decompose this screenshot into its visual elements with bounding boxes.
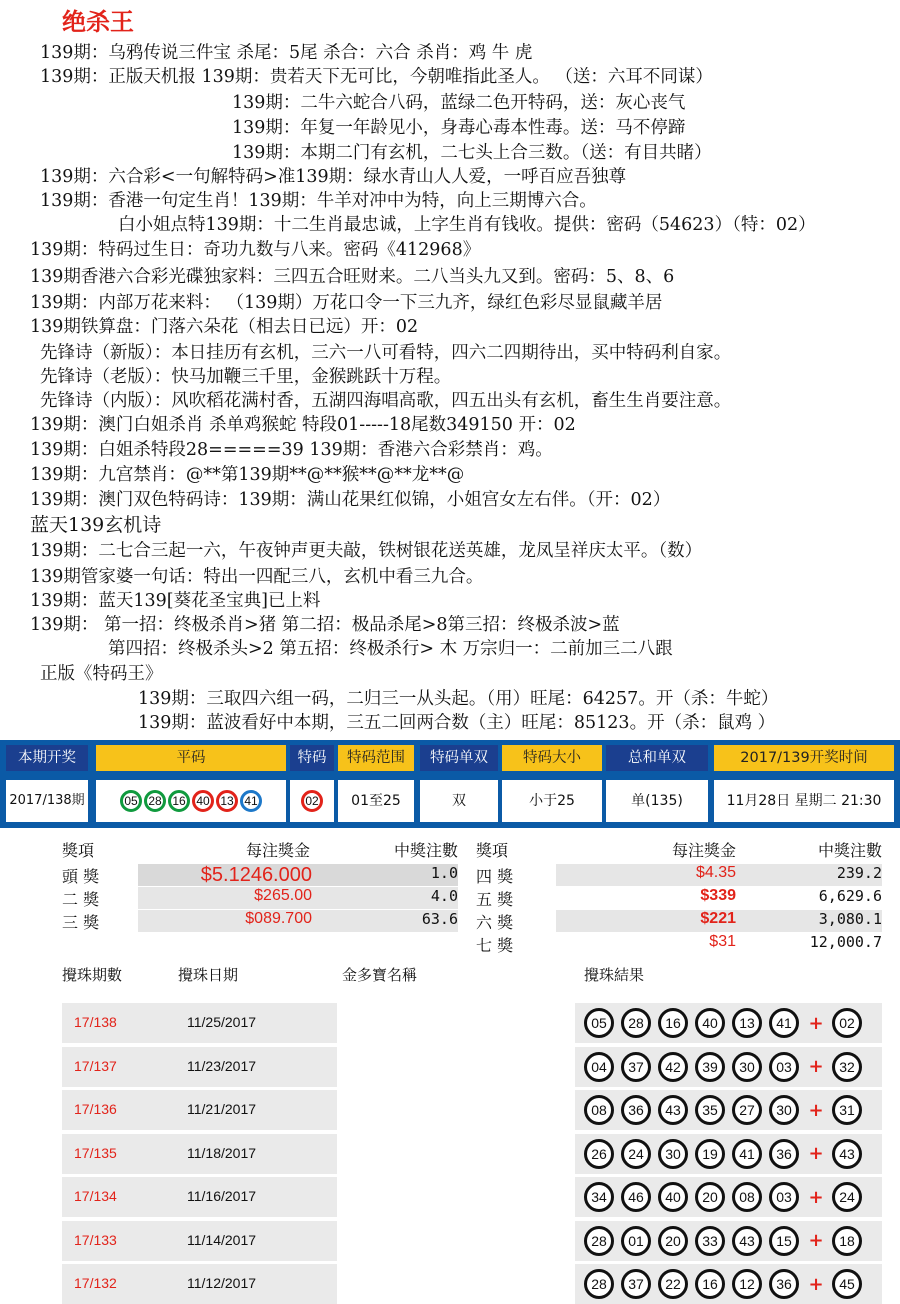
- special-ball-cell: [290, 780, 334, 822]
- prediction-line: 正版《特码王》: [40, 664, 163, 684]
- result-ball: 28: [584, 1269, 614, 1299]
- result-ball: 41: [769, 1008, 799, 1038]
- prediction-line: 139期香港六合彩光碟独家料：三四五合旺财来。二八当头九又到。密码：5、8、6: [30, 267, 675, 287]
- result-ball: 30: [769, 1095, 799, 1125]
- draw-result: [584, 1182, 869, 1212]
- jackpot-name-cell: [337, 1264, 575, 1304]
- prize-amount: $339: [700, 887, 736, 904]
- ball: 13: [216, 790, 238, 812]
- result-ball: 03: [769, 1182, 799, 1212]
- result-ball: 27: [732, 1095, 762, 1125]
- result-ball: 30: [658, 1139, 688, 1169]
- table-row: [62, 1090, 882, 1130]
- prize-count: 3,080.1: [818, 910, 882, 928]
- prize-header: 每注獎金: [245, 841, 310, 860]
- result-header: 特码单双: [420, 745, 498, 771]
- prediction-line: 139期：二牛六蛇合八码，蓝绿二色开特码，送：灰心丧气: [232, 93, 686, 113]
- result-ball: 28: [621, 1008, 651, 1038]
- result-header: 总和单双: [606, 745, 708, 771]
- result-ball: 34: [584, 1182, 614, 1212]
- result-header: 2017/139开奖时间: [714, 745, 894, 771]
- result-ball: 13: [732, 1008, 762, 1038]
- result-header: 特码: [290, 745, 334, 771]
- prize-header: 獎項: [62, 841, 95, 860]
- draw-date: 11/18/2017: [187, 1144, 257, 1161]
- prediction-line: 139期：特码过生日：奇功九数与八来。密码《412968》: [30, 240, 481, 260]
- draw-period: 17/134: [74, 1188, 117, 1204]
- prize-count: 239.2: [836, 864, 882, 882]
- result-ball: 19: [695, 1139, 725, 1169]
- draw-period: 17/137: [74, 1057, 117, 1074]
- jackpot-name-cell: [337, 1003, 575, 1043]
- draw-date: 11/12/2017: [187, 1275, 257, 1291]
- result-ball: 16: [658, 1008, 688, 1038]
- result-header: 平码: [96, 745, 286, 771]
- prediction-line: 139期：澳门白姐杀肖 杀单鸡猴蛇 特段01-----18尾数349150 开：02: [30, 415, 576, 435]
- page-title: 绝杀王: [62, 7, 134, 36]
- prediction-line: 139期：本期二门有玄机，二七头上合三数。（送：有目共睹）: [232, 143, 712, 163]
- draw-date: 11/23/2017: [187, 1057, 257, 1074]
- prediction-line: 第四招：终极杀头>2 第五招：终极杀行> 木 万宗归一：二前加三二八跟: [108, 639, 673, 659]
- jackpot-name-cell: [337, 1134, 575, 1174]
- table-row: [62, 1003, 882, 1043]
- result-ball: 33: [695, 1226, 725, 1256]
- result-ball: 39: [695, 1052, 725, 1082]
- plus-sign: +: [808, 1230, 824, 1251]
- prediction-line: 139期：内部万花来料： （139期）万花口令一下三九齐，绿红色彩尽显鼠藏羊居: [30, 293, 663, 313]
- prediction-line: 139期：九宫禁肖：@**第139期**@**猴**@**龙**@: [30, 465, 465, 485]
- result-ball: 46: [621, 1182, 651, 1212]
- prediction-line: 139期：白姐杀特段28=====39 139期：香港六合彩禁肖：鸡。: [30, 440, 553, 460]
- prediction-line: 139期：三取四六组一码，二归三一从头起。（用）旺尾：64257。开（杀：牛蛇）: [138, 689, 779, 709]
- history-header: 攪珠結果: [584, 966, 645, 984]
- jackpot-name-cell: [337, 1177, 575, 1217]
- special-result-ball: 43: [832, 1139, 862, 1169]
- draw-period: 17/136: [74, 1101, 117, 1117]
- size-value: 小于25: [502, 780, 602, 822]
- prize-amount: $5.1246.000: [200, 864, 312, 886]
- prize-amount: $31: [709, 933, 736, 950]
- ball: 41: [240, 790, 262, 812]
- table-row: [62, 1177, 882, 1217]
- result-ball: 08: [584, 1095, 614, 1125]
- result-ball: 24: [621, 1139, 651, 1169]
- result-ball: 22: [658, 1269, 688, 1299]
- prediction-line: 139期：乌鸦传说三件宝 杀尾：5尾 杀合：六合 杀肖：鸡 牛 虎: [40, 43, 533, 63]
- plus-sign: +: [808, 1143, 824, 1164]
- table-row: [62, 1221, 882, 1261]
- prize-amount: $089.700: [245, 910, 312, 927]
- result-ball: 20: [695, 1182, 725, 1212]
- special-result-ball: 18: [832, 1226, 862, 1256]
- result-ball: 03: [769, 1052, 799, 1082]
- table-row: [62, 1134, 882, 1174]
- jackpot-name-cell: [337, 1090, 575, 1130]
- draw-result: [584, 1269, 869, 1299]
- sum-odd-even-value: 单(135): [606, 780, 708, 822]
- result-ball: 42: [658, 1052, 688, 1082]
- draw-period: 17/135: [74, 1144, 117, 1161]
- result-ball: 12: [732, 1269, 762, 1299]
- draw-result: [584, 1095, 869, 1125]
- prize-name: 七 獎: [476, 936, 514, 955]
- result-ball: 15: [769, 1226, 799, 1256]
- result-ball: 16: [695, 1269, 725, 1299]
- prize-amount: $221: [700, 910, 736, 927]
- prediction-line: 先锋诗（新版）：本日挂历有玄机，三六一八可看特，四六二四期待出，买中特码利自家。: [40, 343, 732, 363]
- prize-count: 4.0: [430, 887, 458, 905]
- ball: 40: [192, 790, 214, 812]
- prediction-line: 先锋诗（老版）：快马加鞭三千里，金猴跳跃十万程。: [40, 367, 452, 387]
- prediction-line: 白小姐点特139期：十二生肖最忠诚，上字生肖有钱收。提供：密码（54623）（特：02）: [118, 215, 816, 235]
- plus-sign: +: [808, 1186, 824, 1208]
- result-ball: 36: [769, 1269, 799, 1299]
- draw-result: [584, 1052, 869, 1082]
- result-ball: 28: [584, 1226, 614, 1256]
- draw-period: 17/132: [74, 1275, 117, 1291]
- history-header: 金多寶名稱: [342, 966, 418, 984]
- period-value: 2017/138期: [6, 780, 88, 822]
- history-header: 攪珠日期: [178, 966, 239, 984]
- result-ball: 35: [695, 1095, 725, 1125]
- result-ball: 04: [584, 1052, 614, 1082]
- result-header: 特码范围: [338, 745, 414, 771]
- history-header: 攪珠期數: [62, 966, 123, 984]
- prediction-line: 139期：香港一句定生肖！139期：牛羊对冲中为特，向上三期博六合。: [40, 191, 597, 211]
- prize-count: 6,629.6: [818, 887, 882, 905]
- prize-name: 三 獎: [62, 913, 100, 932]
- prediction-line: 139期：年复一年龄见小，身毒心毒本性毒。送：马不停蹄: [232, 118, 686, 138]
- result-header: 本期开奖: [6, 745, 88, 771]
- prediction-line: 139期：蓝波看好中本期，三五二回两合数（主）旺尾：85123。开（杀：鼠鸡 ）: [138, 713, 776, 733]
- draw-period: 17/133: [74, 1231, 117, 1248]
- prize-name: 六 獎: [476, 913, 514, 932]
- special-result-ball: 24: [832, 1182, 862, 1212]
- draw-date: 11/25/2017: [187, 1014, 257, 1030]
- result-ball: 30: [732, 1052, 762, 1082]
- jackpot-name-cell: [337, 1221, 575, 1261]
- plus-sign: +: [808, 1012, 824, 1034]
- prize-count: 12,000.7: [809, 933, 882, 951]
- result-ball: 36: [769, 1139, 799, 1169]
- odd-even-value: 双: [420, 780, 498, 822]
- draw-result: [584, 1008, 869, 1038]
- prize-amount: $4.35: [695, 864, 736, 881]
- prediction-line: 139期管家婆一句话：特出一四配三八，玄机中看三九合。: [30, 567, 484, 587]
- ball: 16: [168, 790, 190, 812]
- prediction-line: 139期：二七合三起一六，午夜钟声更夫敲，铁树银花送英雄，龙凤呈祥庆太平。（数）: [30, 541, 703, 561]
- draw-result: [584, 1226, 869, 1256]
- draw-date: 11/21/2017: [187, 1101, 257, 1117]
- prize-name: 頭 獎: [62, 867, 100, 886]
- prize-name: 二 獎: [62, 890, 100, 909]
- prize-header: 中獎注數: [817, 841, 882, 860]
- result-ball: 37: [621, 1052, 651, 1082]
- draw-date: 11/16/2017: [187, 1188, 257, 1204]
- draw-date: 11/14/2017: [187, 1231, 257, 1248]
- table-row: [62, 1264, 882, 1304]
- draw-result: [584, 1139, 869, 1169]
- special-result-ball: 02: [832, 1008, 862, 1038]
- prize-count: 63.6: [421, 910, 458, 928]
- prize-header: 每注獎金: [671, 841, 736, 860]
- plus-sign: +: [808, 1273, 824, 1295]
- result-header: 特码大小: [502, 745, 602, 771]
- range-value: 01至25: [338, 780, 414, 822]
- result-ball: 41: [732, 1139, 762, 1169]
- prediction-line: 139期：澳门双色特码诗：139期：满山花果红似锦，小姐宫女左右伴。（开：02）: [30, 490, 671, 510]
- prize-count: 1.0: [430, 864, 458, 882]
- prize-header: 中獎注數: [393, 841, 458, 860]
- ball: 28: [144, 790, 166, 812]
- next-time-value: 11月28日 星期二 21:30: [714, 780, 894, 822]
- prediction-line: 139期：六合彩<一句解特码>准139期：绿水青山人人爱，一呼百应吾独尊: [40, 167, 627, 187]
- result-ball: 26: [584, 1139, 614, 1169]
- prediction-line: 139期：正版天机报 139期：贵若天下无可比，今朝唯指此圣人。 （送：六耳不同谋）: [40, 67, 713, 87]
- result-ball: 40: [695, 1008, 725, 1038]
- jackpot-name-cell: [337, 1047, 575, 1087]
- prediction-line: 蓝天139玄机诗: [30, 514, 162, 536]
- draw-period: 17/138: [74, 1014, 117, 1030]
- regular-balls: [96, 780, 286, 822]
- plus-sign: +: [808, 1099, 824, 1121]
- result-ball: 01: [621, 1226, 651, 1256]
- result-ball: 08: [732, 1182, 762, 1212]
- prediction-line: 139期：蓝天139[葵花圣宝典]已上料: [30, 591, 321, 611]
- prize-name: 四 獎: [476, 867, 514, 886]
- prediction-line: 139期： 第一招：终极杀肖>猪 第二招：极品杀尾>8第三招：终极杀波>蓝: [30, 615, 620, 635]
- special-result-ball: 45: [832, 1269, 862, 1299]
- special-result-ball: 32: [832, 1052, 862, 1082]
- result-ball: 43: [732, 1226, 762, 1256]
- result-ball: 05: [584, 1008, 614, 1038]
- prediction-line: 139期铁算盘：门落六朵花（相去日已远）开：02: [30, 317, 419, 337]
- prize-name: 五 獎: [476, 890, 514, 909]
- result-ball: 43: [658, 1095, 688, 1125]
- result-ball: 37: [621, 1269, 651, 1299]
- prize-amount: $265.00: [254, 887, 312, 904]
- ball: 05: [120, 790, 142, 812]
- special-ball: 02: [301, 790, 323, 812]
- prediction-line: 先锋诗（内版）：风吹稻花满村香，五湖四海唱高歌，四五出头有玄机，畜生生肖要注意。: [40, 391, 732, 411]
- prize-header: 獎項: [476, 841, 509, 860]
- table-row: [62, 1047, 882, 1087]
- result-ball: 36: [621, 1095, 651, 1125]
- result-ball: 20: [658, 1226, 688, 1256]
- result-ball: 40: [658, 1182, 688, 1212]
- plus-sign: +: [808, 1056, 824, 1077]
- special-result-ball: 31: [832, 1095, 862, 1125]
